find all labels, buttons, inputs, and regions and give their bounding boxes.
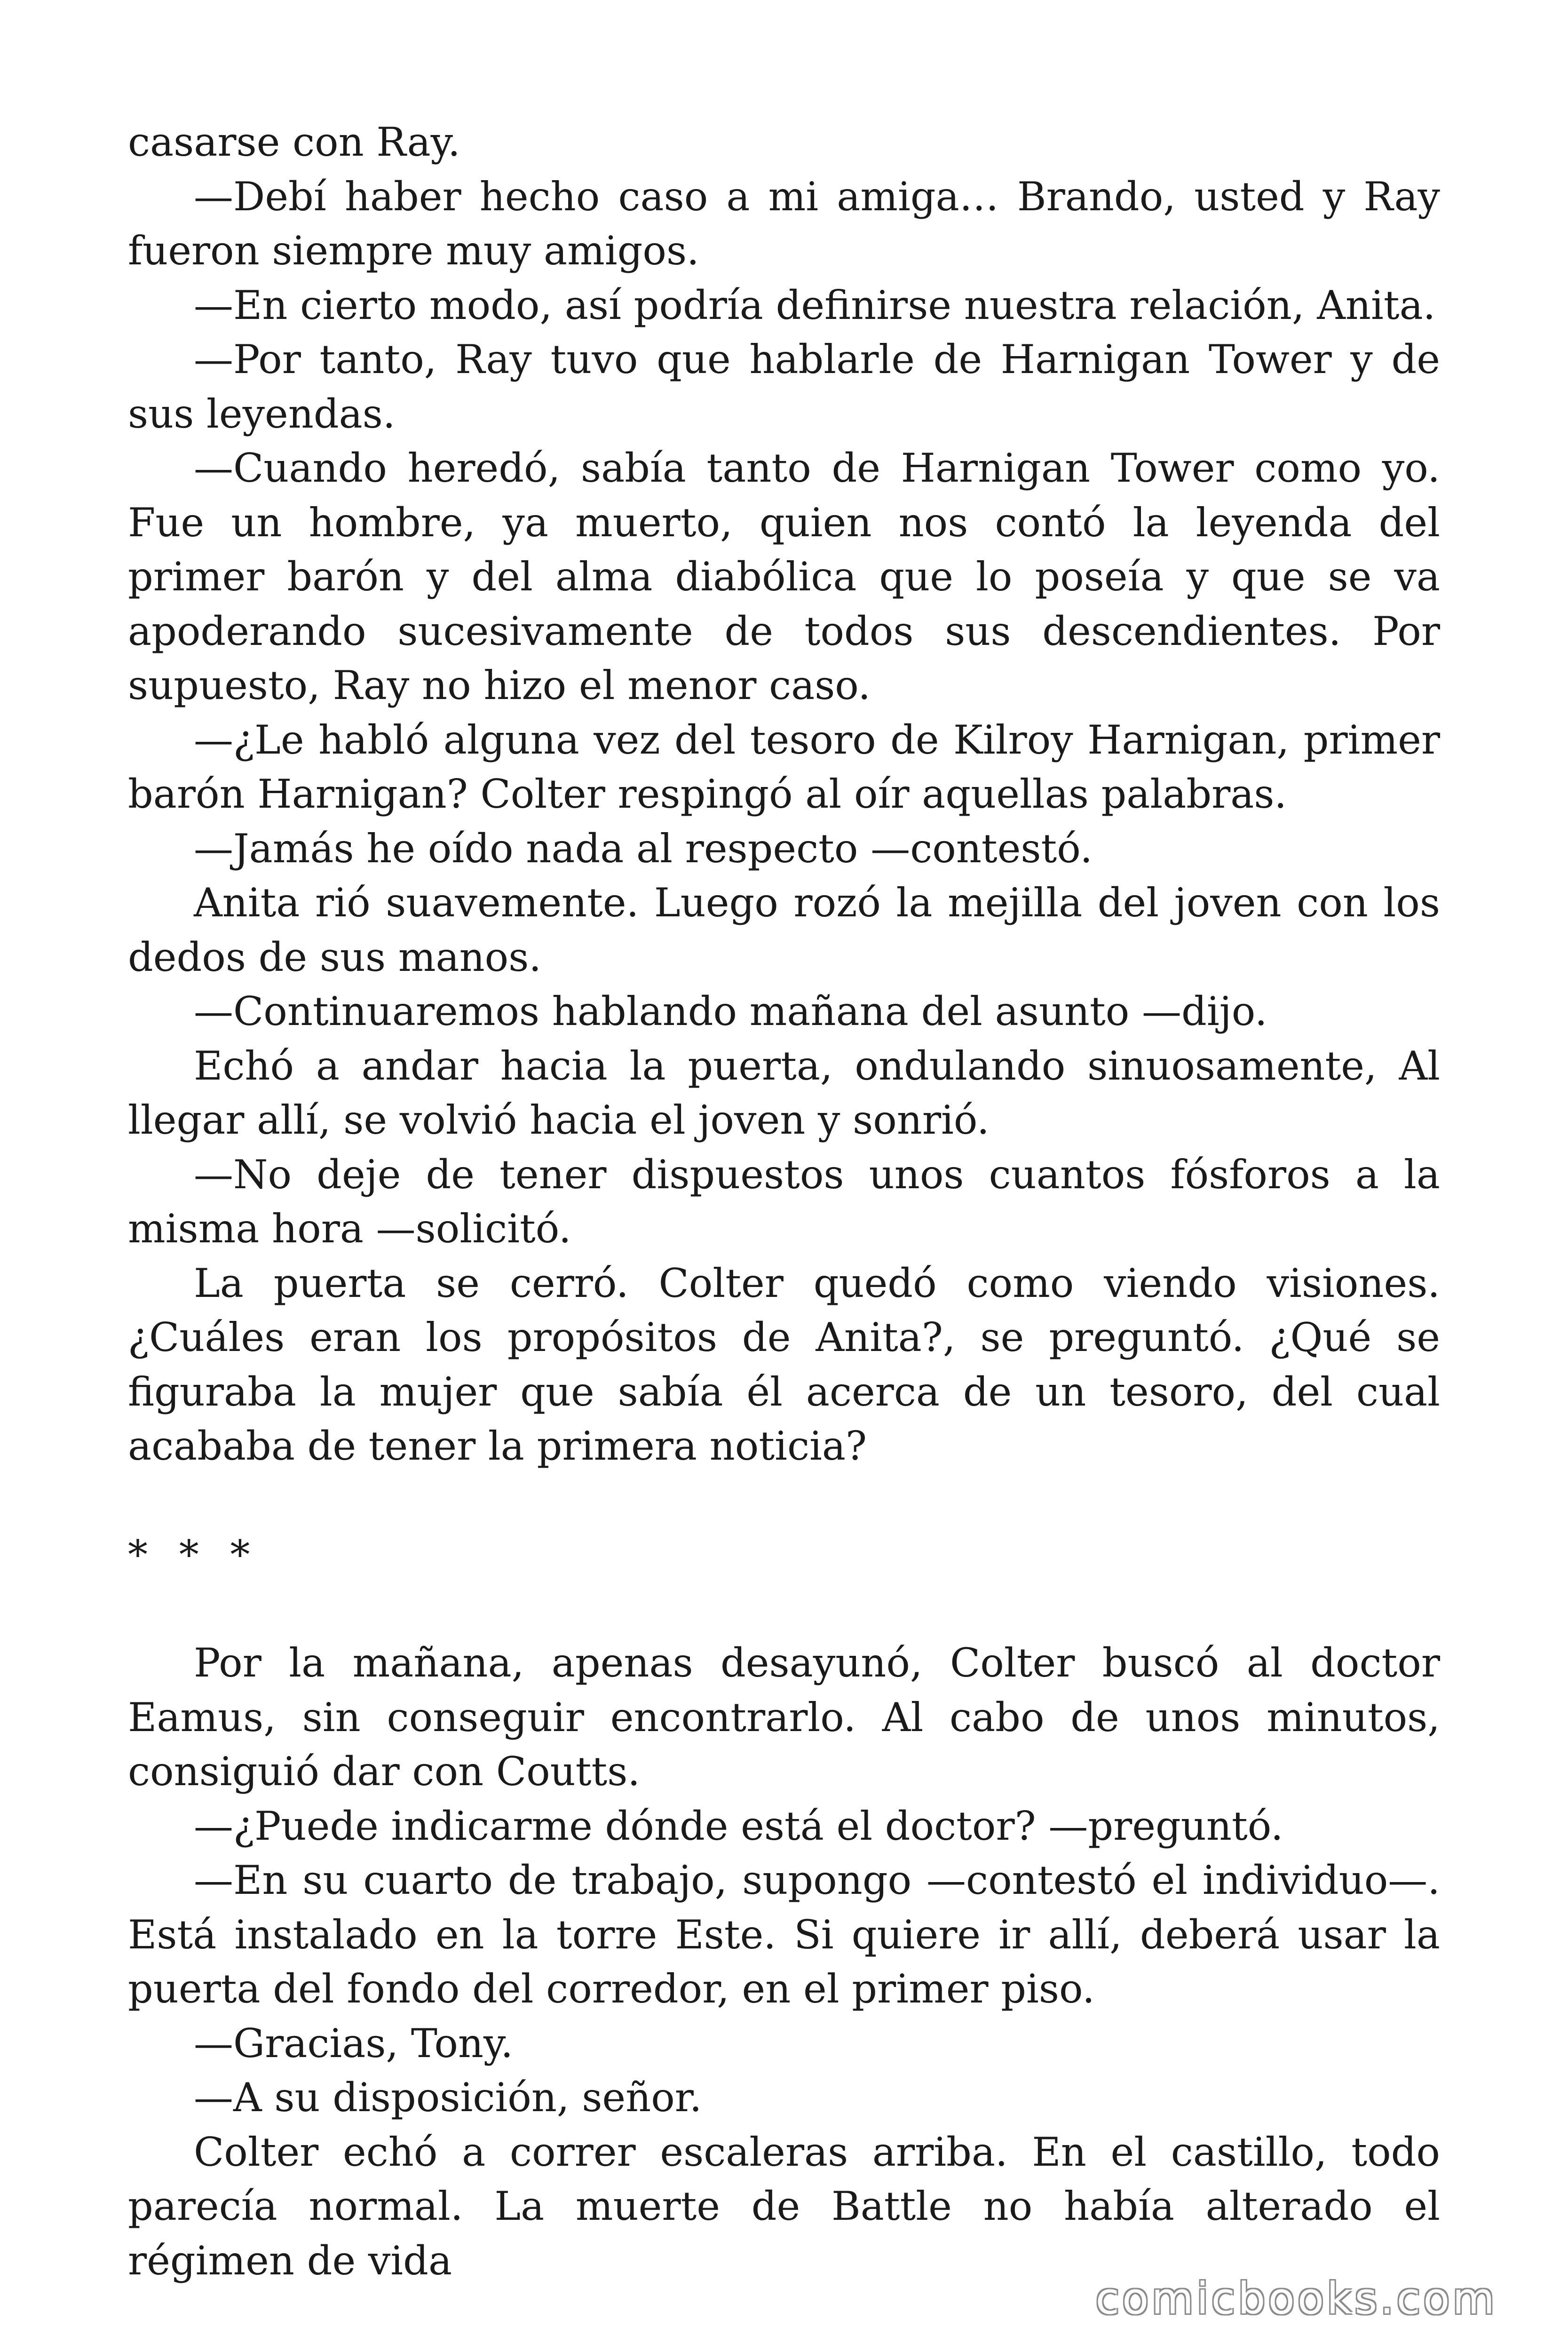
paragraph: Echó a andar hacia la puerta, ondulando sinuosamente, Al llegar allí, se volvió hacia el joven y sonrió.: [128, 1042, 1440, 1143]
body-text: [128, 115, 1440, 2288]
paragraph: Anita rió suavemente. Luego rozó la mejilla del joven con los dedos de sus manos.: [128, 880, 1440, 980]
paragraph: —En su cuarto de trabajo, supongo —contestó el individuo—. Está instalado en la torre Este. Si quiere ir allí, deberá usar la puerta del fondo del corredor, en el primer piso.: [128, 1857, 1440, 2012]
paragraph: —Jamás he oído nada al respecto —contestó.: [194, 825, 1093, 872]
paragraph: Por la mañana, apenas desayunó, Colter buscó al doctor Eamus, sin conseguir encontrarlo. Al cabo de unos minutos, consiguió dar con Coutts.: [128, 1640, 1440, 1795]
paragraph: —En cierto modo, así podría definirse nuestra relación, Anita.: [194, 282, 1436, 328]
paragraph: Colter echó a correr escaleras arriba. En el castillo, todo parecía normal. La muerte de Battle no había alterado el régimen de vida: [128, 2129, 1440, 2284]
section-separator: * * *: [128, 1531, 260, 1578]
paragraph: —Continuaremos hablando mañana del asunto —dijo.: [194, 988, 1267, 1034]
paragraph: —Gracias, Tony.: [194, 2020, 514, 2066]
paragraph: —No deje de tener dispuestos unos cuantos fósforos a la misma hora —solicitó.: [128, 1151, 1440, 1252]
paragraph: —Debí haber hecho caso a mi amiga… Brando, usted y Ray fueron siempre muy amigos.: [128, 173, 1440, 274]
paragraph: —Por tanto, Ray tuvo que hablarle de Harnigan Tower y de sus leyendas.: [128, 336, 1440, 437]
paragraph: —¿Le habló alguna vez del tesoro de Kilroy Harnigan, primer barón Harnigan? Colter respingó al oír aquellas palabras.: [128, 716, 1440, 817]
paragraph: —Cuando heredó, sabía tanto de Harnigan Tower como yo. Fue un hombre, ya muerto, quien nos contó la leyenda del primer barón y del alma diabólica que lo poseía y que se va apoderando sucesivamente de todos sus descendientes. Por supuesto, Ray no hizo el menor caso.: [128, 445, 1440, 708]
watermark: comicbooks.com: [1095, 2273, 1497, 2324]
paragraph: —¿Puede indicarme dónde está el doctor? —preguntó.: [194, 1803, 1283, 1849]
paragraph: —A su disposición, señor.: [194, 2074, 702, 2121]
paragraph: casarse con Ray.: [128, 119, 460, 165]
paragraph: La puerta se cerró. Colter quedó como viendo visiones. ¿Cuáles eran los propósitos de Anita?, se preguntó. ¿Qué se figuraba la mujer que sabía él acerca de un tesoro, del cual acababa de tener la primera noticia?: [128, 1260, 1440, 1469]
